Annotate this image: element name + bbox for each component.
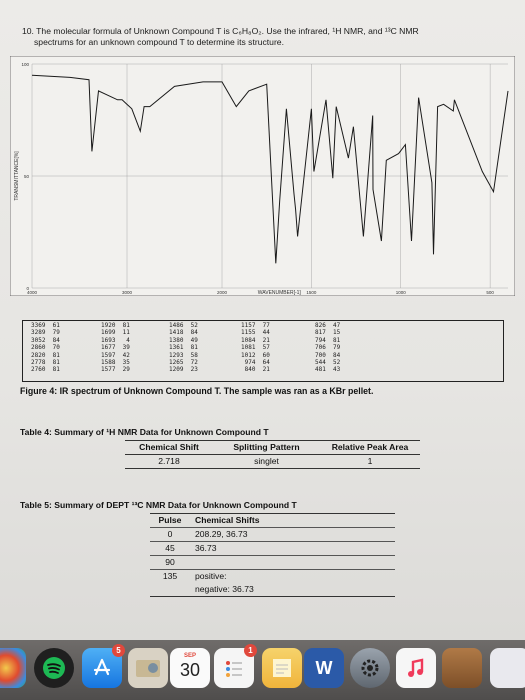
- peak-entry: 2760 81: [31, 366, 60, 374]
- table-row: [150, 527, 395, 541]
- peak-entry: 481 43: [315, 366, 341, 374]
- table4-header-row: [125, 441, 420, 454]
- table-row: [125, 455, 420, 468]
- table5-cell-pulse: 45: [165, 543, 175, 553]
- table5-cell-pulse: 135: [162, 571, 178, 581]
- peak-entry: 2860 70: [31, 344, 60, 352]
- peak-entry: 3289 79: [31, 329, 60, 337]
- table4-header-splitting: Splitting Pattern: [233, 442, 300, 452]
- peak-entry: 706 79: [315, 344, 341, 352]
- peak-entry: 1699 11: [101, 329, 130, 337]
- question-line-1: 10. The molecular formula of Unknown Compound T is C₆H₈O₂. Use the infrared, ¹H NMR, and ¹³C NMR: [22, 26, 419, 36]
- figure-caption: Figure 4: IR spectrum of Unknown Compound T. The sample was ran as a KBr pellet.: [20, 386, 374, 396]
- table5-header-pulse: Pulse: [158, 515, 182, 525]
- peak-entry: 1597 42: [101, 351, 130, 359]
- peak-entry: 1486 52: [169, 322, 198, 329]
- peak-entry: 1293 58: [169, 351, 198, 359]
- x-axis-label: WAVENUMBER[-1]: [257, 290, 301, 296]
- x-tick-label: 1000: [395, 290, 406, 295]
- peak-entry: 1588 35: [101, 359, 130, 367]
- calendar-icon[interactable]: [170, 648, 210, 688]
- peak-entry: 1361 81: [169, 344, 198, 352]
- peak-entry: 1081 57: [241, 344, 270, 352]
- question-line-2: spectrums for an unknown compound T to determine its structure.: [34, 37, 284, 47]
- table5-cell-pulse: 0: [167, 529, 173, 539]
- peak-entry: 1920 81: [101, 322, 130, 329]
- peak-entry: 2778 81: [31, 359, 60, 367]
- table4-cell-shift: 2.718: [158, 456, 180, 466]
- table4-title: Table 4: Summary of ¹H NMR Data for Unknown Compound T: [20, 427, 269, 437]
- peak-entry: 826 47: [315, 322, 341, 329]
- table5-cell-pulse: 90: [165, 557, 175, 567]
- peak-entry: 3369 61: [31, 322, 60, 329]
- table5-header-shifts: Chemical Shifts: [195, 515, 260, 525]
- peak-entry: 1209 23: [169, 366, 198, 374]
- x-tick-label: 3000: [121, 290, 133, 295]
- table-row: [150, 583, 395, 596]
- reminders-badge: 1: [244, 644, 257, 657]
- table-row: [150, 555, 395, 569]
- ir-spectrum-svg: [10, 56, 515, 296]
- table4-header-shift: Chemical Shift: [139, 442, 199, 452]
- table5-header-row: [150, 514, 395, 527]
- system-preferences-icon[interactable]: [350, 648, 390, 688]
- macos-dock: [0, 640, 525, 700]
- reminders-icon[interactable]: [214, 648, 254, 688]
- peak-entry: 817 15: [315, 329, 341, 337]
- word-letter: W: [315, 657, 333, 678]
- peak-column-4: [241, 322, 270, 374]
- x-tick-label: 4000: [26, 290, 38, 295]
- table-row: [150, 541, 395, 555]
- table4-cell-area: 1: [367, 456, 373, 466]
- peak-entry: 974 64: [241, 359, 270, 367]
- photos-folder-icon[interactable]: [128, 648, 168, 688]
- peak-entry: 1418 84: [169, 329, 198, 337]
- table5-cell-shifts: positive:: [195, 571, 227, 581]
- table5-cell-pulse: [150, 583, 190, 596]
- peak-entry: 3052 84: [31, 336, 60, 344]
- question-text: [22, 26, 492, 48]
- book-icon[interactable]: [442, 648, 482, 688]
- y-axis-label: TRANSMITTANCE[%]: [14, 151, 20, 201]
- table5-cell-shifts: 36.73: [195, 543, 217, 553]
- ir-spectrum-chart: [10, 56, 515, 296]
- peak-entry: 544 52: [315, 359, 341, 367]
- spotify-icon[interactable]: [34, 648, 74, 688]
- table4-cell-splitting: singlet: [254, 456, 279, 466]
- table5-cell-shifts: [190, 556, 195, 569]
- peak-entry: 1157 77: [241, 322, 270, 329]
- peak-column-2: [101, 322, 130, 374]
- y-tick-label: 100: [21, 62, 29, 67]
- peak-entry: 700 84: [315, 351, 341, 359]
- y-tick-label: 50: [23, 174, 29, 179]
- peak-entry: 1012 60: [241, 351, 270, 359]
- peak-entry: 1084 21: [241, 336, 270, 344]
- table5-title: Table 5: Summary of DEPT ¹³C NMR Data for Unknown Compound T: [20, 500, 297, 510]
- peak-entry: 1265 72: [169, 359, 198, 367]
- music-icon[interactable]: [396, 648, 436, 688]
- x-tick-label: 500: [486, 290, 494, 295]
- preview-icon[interactable]: [490, 648, 525, 688]
- table4: [125, 440, 420, 469]
- y-tick-label: 0: [26, 286, 29, 291]
- calendar-day: 30: [179, 659, 201, 680]
- ir-peak-table: [22, 320, 504, 382]
- peak-entry: 794 81: [315, 336, 341, 344]
- peak-entry: 840 21: [241, 366, 270, 374]
- table5-cell-shifts: negative: 36.73: [195, 584, 254, 594]
- table4-header-area: Relative Peak Area: [331, 442, 409, 452]
- peak-entry: 1693 4: [101, 336, 130, 344]
- table5-cell-shifts: 208.29, 36.73: [195, 529, 248, 539]
- table5: [150, 513, 395, 597]
- peak-entry: 1380 49: [169, 336, 198, 344]
- calendar-month: SEP: [183, 652, 196, 659]
- x-tick-label: 1500: [306, 290, 317, 295]
- notes-icon[interactable]: [262, 648, 302, 688]
- app-store-icon[interactable]: [82, 648, 122, 688]
- x-tick-label: 2000: [216, 290, 228, 295]
- peak-entry: 1155 44: [241, 329, 270, 337]
- app-store-badge: 5: [112, 644, 125, 657]
- word-icon[interactable]: [304, 648, 344, 688]
- table-row: [150, 569, 395, 583]
- peak-entry: 2820 81: [31, 351, 60, 359]
- peak-entry: 1677 39: [101, 344, 130, 352]
- chrome-icon[interactable]: [0, 648, 26, 688]
- peak-entry: 1577 29: [101, 366, 130, 374]
- peak-column-3: [169, 322, 198, 374]
- peak-column-1: [31, 322, 60, 374]
- peak-column-5: [315, 322, 340, 374]
